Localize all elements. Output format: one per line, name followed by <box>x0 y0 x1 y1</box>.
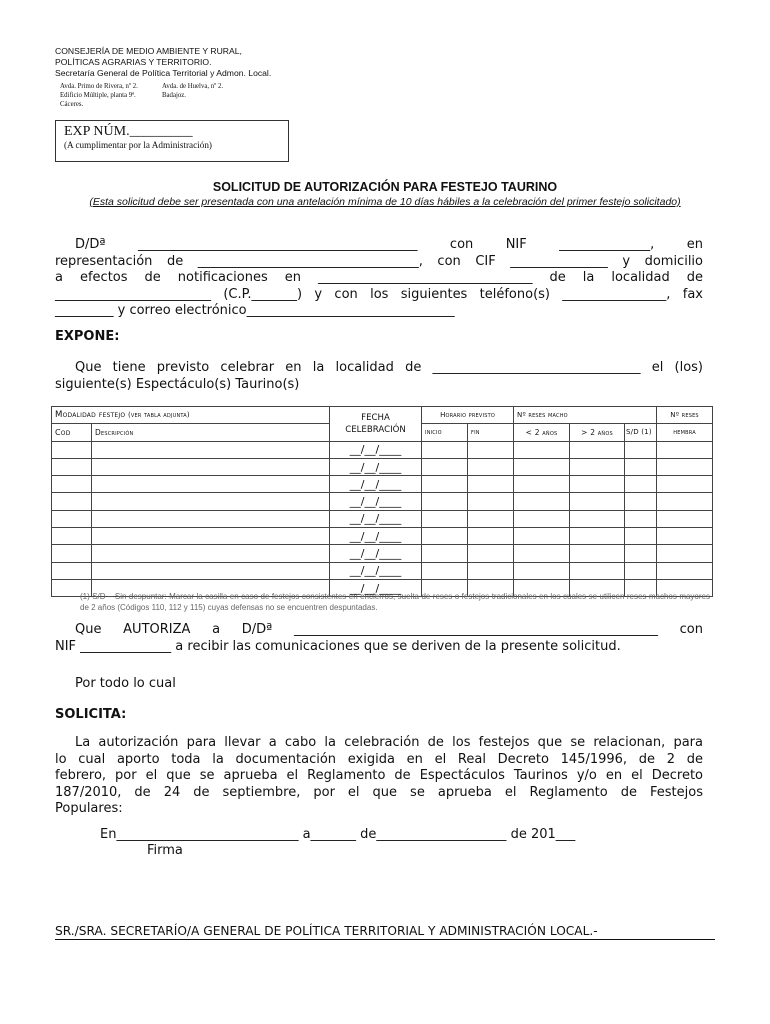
header-descripcion: Descripción <box>92 424 330 441</box>
header-reses-macho: Nº reses macho <box>514 407 657 424</box>
applicant-line-2: representación de __________________________________, con CIF _______________ y domicilio <box>55 253 703 269</box>
table-cell[interactable] <box>52 493 92 510</box>
expone-paragraph[interactable] <box>55 360 703 393</box>
fecha-cell[interactable]: __/__/____ <box>330 562 422 579</box>
table-row <box>52 562 713 579</box>
table-cell[interactable] <box>570 562 625 579</box>
header-block <box>55 46 271 79</box>
table-cell[interactable] <box>468 545 514 562</box>
applicant-line-1: D/Dª ___________________________________________ con NIF ______________, en <box>75 237 703 252</box>
document-subtitle: (Esta solicitud debe ser presentada con una antelación mínima de 10 días hábiles a la celebración del primer festejo solicitado) <box>89 196 681 208</box>
table-cell[interactable] <box>657 545 713 562</box>
applicant-paragraph[interactable] <box>55 237 703 320</box>
table-cell[interactable] <box>92 510 330 527</box>
address-caceres-line-2: Edificio Múltiple, planta 9ª. <box>60 92 136 99</box>
fecha-cell[interactable]: __/__/____ <box>330 441 422 458</box>
table-cell[interactable] <box>468 476 514 493</box>
table-cell[interactable] <box>52 562 92 579</box>
header-menos-2-anos: < 2 años <box>514 424 570 441</box>
table-cell[interactable] <box>422 458 468 475</box>
table-cell[interactable] <box>570 458 625 475</box>
modalidad-label: Modalidad festejo <box>55 410 126 421</box>
table-cell[interactable] <box>52 458 92 475</box>
table-cell[interactable] <box>422 476 468 493</box>
footnote-sd: (1) S/D – Sin despuntar: Marcar la casilla en caso de festejos consistentes en encierros, suelta de reses o festejos tradicionales en los cuales se utilicen reses machos mayores de 2 años (Códigos 110, 112 y 115) cuyas defensas no se encuentren despuntadas. <box>80 592 710 612</box>
place-date-line[interactable]: En____________________________ a_______ de____________________ de 201___ <box>100 827 576 842</box>
table-cell[interactable] <box>625 545 657 562</box>
fecha-cell[interactable]: __/__/____ <box>330 528 422 545</box>
address-badajoz-line-1: Avda. de Huelva, nº 2. <box>162 83 224 90</box>
header-line-1: CONSEJERÍA DE MEDIO AMBIENTE Y RURAL, <box>55 46 242 56</box>
solicita-line-2: lo cual aporto toda la documentación exigida en el Real Decreto 145/1996, de 2 de <box>55 751 703 767</box>
table-row <box>52 545 713 562</box>
table-cell[interactable] <box>514 441 570 458</box>
table-cell[interactable] <box>468 441 514 458</box>
header-line-2: POLÍTICAS AGRARIAS Y TERRITORIO. <box>55 57 212 67</box>
fecha-cell[interactable]: __/__/____ <box>330 476 422 493</box>
header-sd: S/D (1) <box>625 424 657 441</box>
header-mas-2-anos: > 2 años <box>570 424 625 441</box>
solicita-line-5: Populares: <box>55 801 123 816</box>
address-caceres <box>60 82 138 109</box>
table-cell[interactable] <box>52 476 92 493</box>
table-cell[interactable] <box>468 562 514 579</box>
table-cell[interactable] <box>422 545 468 562</box>
table-cell[interactable] <box>422 562 468 579</box>
header-line-3: Secretaría General de Política Territorial y Admon. Local. <box>55 68 272 78</box>
solicita-line-3: febrero, por el que se aprueba el Reglamento de Espectáculos Taurinos y/o en el Decreto <box>55 768 703 783</box>
address-badajoz <box>162 82 223 100</box>
table-cell[interactable] <box>570 510 625 527</box>
solicita-line-1: La autorización para llevar a cabo la celebración de los festejos que se relacionan, para <box>75 735 703 750</box>
autoriza-line-2: NIF ______________ a recibir las comunicaciones que se deriven de la presente solicitud. <box>55 638 621 654</box>
table-cell[interactable] <box>625 562 657 579</box>
table-cell[interactable] <box>657 441 713 458</box>
table-cell[interactable] <box>625 510 657 527</box>
table-cell[interactable] <box>514 458 570 475</box>
header-cod: Cod <box>52 424 92 441</box>
fecha-label-2: CELEBRACIÓN <box>345 424 406 435</box>
table-cell[interactable] <box>657 493 713 510</box>
table-cell[interactable] <box>52 441 92 458</box>
table-row <box>52 441 713 458</box>
table-cell[interactable] <box>514 545 570 562</box>
table-cell[interactable] <box>92 545 330 562</box>
por-todo-lo-cual: Por todo lo cual <box>75 676 176 691</box>
header-inicio: inicio <box>422 424 468 441</box>
table-cell[interactable] <box>422 441 468 458</box>
expone-line-2: siguiente(s) Espectáculo(s) Taurino(s) <box>55 376 300 392</box>
table-cell[interactable] <box>625 493 657 510</box>
header-modalidad <box>52 407 330 424</box>
table-cell[interactable] <box>468 528 514 545</box>
addressee-footer: SR./SRA. SECRETARÍO/A GENERAL DE POLÍTICA TERRITORIAL Y ADMINISTRACIÓN LOCAL.- <box>55 924 715 940</box>
applicant-line-4: ________________________ (C.P._______) y con los siguientes teléfono(s) ________________, fax <box>55 286 703 302</box>
table-cell[interactable] <box>52 510 92 527</box>
table-cell[interactable] <box>625 476 657 493</box>
address-caceres-line-3: Cáceres. <box>60 101 84 108</box>
header-horario: Horario previsto <box>422 407 514 424</box>
header-fecha <box>330 407 422 442</box>
autoriza-line-1: Que AUTORIZA a D/Dª ________________________________________________________ con <box>75 622 703 637</box>
festejos-table-body <box>52 441 713 597</box>
table-cell[interactable] <box>468 458 514 475</box>
table-cell[interactable] <box>514 476 570 493</box>
header-fin: fin <box>468 424 514 441</box>
table-cell[interactable] <box>92 458 330 475</box>
header-reses-hembra-2: hembra <box>657 424 713 441</box>
fecha-cell[interactable]: __/__/____ <box>330 493 422 510</box>
fecha-cell[interactable]: __/__/____ <box>330 510 422 527</box>
applicant-line-5: _________ y correo electrónico________________________________ <box>55 303 455 318</box>
table-cell[interactable] <box>570 476 625 493</box>
table-cell[interactable] <box>514 562 570 579</box>
festejos-table <box>51 406 713 597</box>
table-cell[interactable] <box>657 510 713 527</box>
table-cell[interactable] <box>570 528 625 545</box>
table-cell[interactable] <box>422 510 468 527</box>
fecha-cell[interactable]: __/__/____ <box>330 458 422 475</box>
table-cell[interactable] <box>625 441 657 458</box>
applicant-line-3: a efectos de notificaciones en _________________________________ de la localidad de <box>55 270 703 285</box>
table-cell[interactable] <box>625 458 657 475</box>
table-cell[interactable] <box>92 441 330 458</box>
table-cell[interactable] <box>468 510 514 527</box>
exp-number-label: EXP NÚM._________ <box>64 124 193 139</box>
table-cell[interactable] <box>514 528 570 545</box>
autoriza-paragraph[interactable] <box>55 622 703 655</box>
solicita-paragraph <box>55 735 703 818</box>
fecha-cell[interactable]: __/__/____ <box>330 579 422 596</box>
table-cell[interactable] <box>468 493 514 510</box>
table-cell[interactable] <box>92 493 330 510</box>
ver-tabla-label: (ver tabla adjunta) <box>127 411 190 420</box>
exp-number-box[interactable] <box>55 120 289 162</box>
table-cell[interactable] <box>570 493 625 510</box>
table-row <box>52 493 713 510</box>
solicita-line-4: 187/2010, de 24 de septiembre, por el que se aprueba el Reglamento de Festejos <box>55 784 703 800</box>
address-badajoz-line-2: Badajoz. <box>162 92 186 99</box>
table-cell[interactable] <box>422 493 468 510</box>
exp-number-note: (A cumplimentar por la Administración) <box>64 140 212 150</box>
fecha-cell[interactable]: __/__/____ <box>330 545 422 562</box>
table-row <box>52 458 713 475</box>
table-cell[interactable] <box>570 441 625 458</box>
expone-heading: EXPONE: <box>55 329 120 344</box>
table-cell[interactable] <box>92 476 330 493</box>
table-cell[interactable] <box>570 545 625 562</box>
table-cell[interactable] <box>657 528 713 545</box>
table-cell[interactable] <box>514 493 570 510</box>
table-cell[interactable] <box>422 528 468 545</box>
table-cell[interactable] <box>92 528 330 545</box>
table-row <box>52 528 713 545</box>
table-cell[interactable] <box>657 562 713 579</box>
table-cell[interactable] <box>657 458 713 475</box>
table-cell[interactable] <box>92 562 330 579</box>
header-reses-hembra-1: Nº reses <box>657 407 713 424</box>
table-row <box>52 476 713 493</box>
document-title: SOLICITUD DE AUTORIZACIÓN PARA FESTEJO TAURINO <box>212 180 558 194</box>
table-cell[interactable] <box>657 476 713 493</box>
table-cell[interactable] <box>514 510 570 527</box>
expone-line-1: Que tiene previsto celebrar en la localidad de ________________________________ el (los) <box>75 360 703 375</box>
firma-label: Firma <box>147 843 183 858</box>
solicita-heading: SOLICITA: <box>55 707 127 722</box>
table-cell[interactable] <box>625 528 657 545</box>
table-cell[interactable] <box>52 528 92 545</box>
table-cell[interactable] <box>52 545 92 562</box>
table-row <box>52 510 713 527</box>
address-caceres-line-1: Avda. Primo de Rivera, nº 2. <box>60 83 138 90</box>
fecha-label-1: FECHA <box>361 412 390 423</box>
